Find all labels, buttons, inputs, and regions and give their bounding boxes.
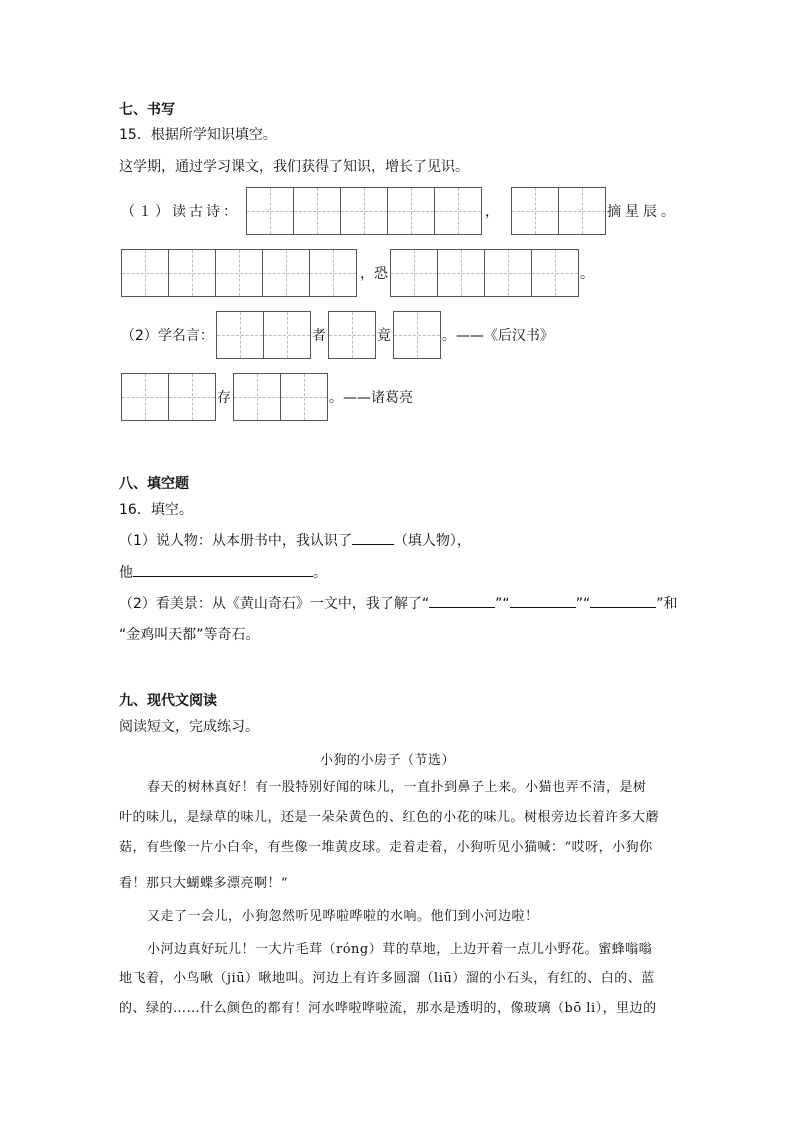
scenery-prompt: （2）看美景：从《黄山奇石》一文中，我了解了“ [119, 596, 430, 612]
blank-stone-3[interactable] [590, 593, 656, 608]
writing-cell[interactable] [434, 187, 482, 235]
poem-grid-4 [390, 249, 578, 297]
passage-line: 小河边真好玩儿！一大片毛茸（róng）茸的草地，上边开着一点儿小野花。蜜蜂嗡嗡 [147, 942, 653, 957]
people-prompt: （1）说人物：从本册书中，我认识了 [119, 533, 352, 549]
question-15: 15．根据所学知识填空。 [119, 127, 277, 143]
writing-cell[interactable] [121, 373, 169, 421]
writing-cell[interactable] [280, 373, 328, 421]
blank-person[interactable] [352, 530, 394, 545]
comma-kong: ，恐 [360, 266, 388, 282]
question-16: 16．填空。 [119, 502, 193, 518]
passage-line: 的、绿的……什么颜色的都有！河水哗啦哗啦流，那水是透明的，像玻璃（bō li），里边的 [119, 1001, 657, 1016]
blank-stone-1[interactable] [429, 593, 495, 608]
passage-line: 地飞着，小鸟啾（jiū）啾地叫。河边上有许多圆溜（liū）溜的小石头，有红的、白的、蓝 [119, 971, 655, 986]
source-zhuge-liang: 。——诸葛亮 [329, 390, 413, 406]
writing-cell[interactable] [215, 249, 263, 297]
period: 。 [580, 266, 594, 282]
writing-cell[interactable] [293, 187, 341, 235]
motto-grid-4 [121, 373, 215, 421]
section-7-title: 七、书写 [119, 102, 175, 118]
writing-cell[interactable] [393, 311, 441, 359]
writing-cell[interactable] [531, 249, 579, 297]
quote-separator-1: ”“ [495, 596, 510, 612]
passage-line: 菇，有些像一片小白伞，有些像一堆黄皮球。走着走着，小狗听见小猫喊：“哎呀，小狗你 [119, 840, 653, 855]
motto-label: （2）学名言： [121, 328, 214, 344]
passage-title: 小狗的小房子（节选） [320, 753, 456, 768]
writing-cell[interactable] [262, 249, 310, 297]
motto-grid-1 [216, 311, 310, 359]
blank-stone-2[interactable] [510, 593, 576, 608]
writing-cell[interactable] [168, 373, 216, 421]
motto-grid-3 [393, 311, 440, 359]
poem-grid-2 [511, 187, 605, 235]
motto-grid-5 [233, 373, 327, 421]
writing-cell[interactable] [246, 187, 294, 235]
section-7-intro: 这学期，通过学习课文，我们获得了知识，增长了见识。 [119, 159, 469, 175]
passage-line: 春天的树林真好！有一股特别好闻的味儿，一直扑到鼻子上来。小猫也弄不清，是树 [147, 780, 647, 795]
writing-cell[interactable] [233, 373, 281, 421]
motto-row-2 [121, 372, 415, 422]
writing-cell[interactable] [263, 311, 311, 359]
writing-cell[interactable] [390, 249, 438, 297]
poem-row-2 [121, 248, 596, 298]
scenery-end: ”和 [656, 596, 678, 612]
jing-char: 竟 [376, 328, 391, 344]
writing-cell[interactable] [558, 187, 606, 235]
writing-cell[interactable] [387, 187, 435, 235]
fill-line-golden-rooster: “金鸡叫天都”等奇石。 [119, 627, 260, 643]
fill-line-he [119, 562, 327, 582]
writing-cell[interactable] [340, 187, 388, 235]
writing-cell[interactable] [511, 187, 559, 235]
writing-cell[interactable] [168, 249, 216, 297]
source-hou-han-shu: 。——《后汉书》 [441, 328, 554, 344]
poem-grid-3 [121, 249, 356, 297]
section-8-title: 八、填空题 [119, 476, 189, 492]
motto-grid-2 [328, 311, 375, 359]
poem-row-1 [119, 186, 681, 236]
quote-separator-2: ”“ [575, 596, 591, 612]
passage-line: 看！那只大蝴蝶多漂亮啊！” [119, 876, 289, 891]
passage-line: 又走了一会儿，小狗忽然听见哗啦哗啦的水响。他们到小河边啦！ [147, 909, 539, 924]
he-suffix: 。 [313, 565, 327, 581]
writing-cell[interactable] [121, 249, 169, 297]
passage-line: 叶的味儿，是绿草的味儿，还是一朵朵黄色的、红色的小花的味儿。树根旁边长着许多大蘑 [119, 810, 660, 825]
cun-char: 存 [217, 390, 231, 406]
blank-description[interactable] [133, 562, 313, 577]
comma: ， [485, 204, 499, 220]
writing-cell[interactable] [216, 311, 264, 359]
fill-line-scenery [119, 593, 677, 613]
poem-label: （１）读古诗： [121, 204, 240, 220]
section-9-title: 九、现代文阅读 [119, 693, 217, 709]
poem-grid-1 [246, 187, 481, 235]
people-hint: （填人物）， [393, 533, 471, 549]
reading-instruction: 阅读短文，完成练习。 [119, 719, 259, 735]
writing-cell[interactable] [484, 249, 532, 297]
poem-text-after-grid-2: 摘星辰。 [607, 204, 679, 220]
writing-cell[interactable] [437, 249, 485, 297]
he-prefix: 他 [119, 565, 133, 581]
fill-line-people [119, 530, 471, 550]
zhe-char: 者 [311, 328, 326, 344]
motto-row-1 [119, 310, 556, 360]
writing-cell[interactable] [328, 311, 376, 359]
writing-cell[interactable] [309, 249, 357, 297]
